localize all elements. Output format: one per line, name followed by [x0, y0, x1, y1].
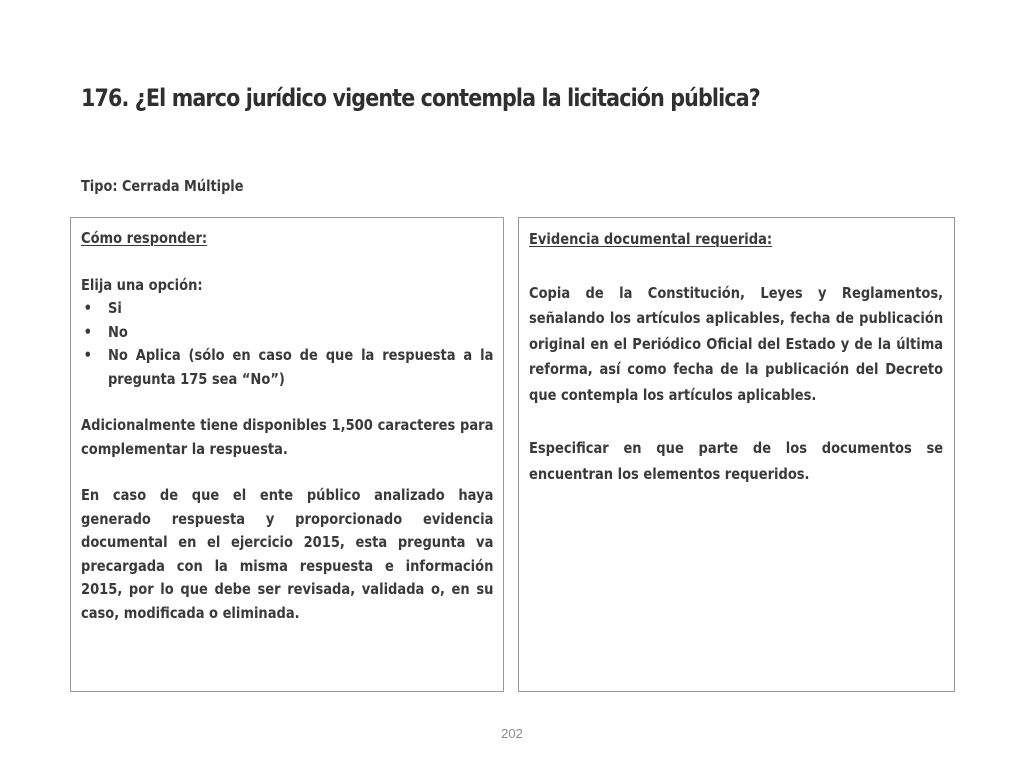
bullet-icon: •	[83, 299, 92, 317]
how-to-answer-box	[70, 217, 504, 692]
option-si	[81, 297, 493, 321]
spacer	[81, 391, 493, 414]
option-no	[81, 321, 493, 345]
how-to-answer-heading: Cómo responder:	[81, 229, 208, 247]
page-number: 202	[501, 726, 523, 741]
spacer	[81, 251, 493, 274]
spacer	[529, 408, 943, 436]
options-list	[81, 297, 493, 391]
option-label: No	[107, 322, 128, 341]
evidence-paragraph: Copia de la Constitución, Leyes y Reglamentos, señalando los artículos aplicables, fecha de publicación original en el Periódico Oficial del Estado y de la última reforma, así como fecha de la publicación del Decreto que contempla los artículos aplicables.	[529, 283, 944, 404]
required-evidence-heading: Evidencia documental requerida:	[529, 230, 773, 248]
specify-paragraph: Especificar en que parte de los documentos se encuentran los elementos requeridos.	[529, 439, 944, 483]
option-no-aplica	[81, 344, 493, 391]
question-type: Tipo: Cerrada Múltiple	[81, 177, 244, 195]
question-title: 176. ¿El marco jurídico vigente contempla la licitación pública?	[81, 84, 760, 112]
option-label: No Aplica (sólo en caso de que la respuesta a la pregunta 175 sea “No”)	[107, 346, 494, 388]
characters-paragraph: Adicionalmente tiene disponibles 1,500 caracteres para complementar la respuesta.	[81, 416, 494, 458]
how-to-answer-content	[81, 227, 493, 625]
choose-option-label: Elija una opción:	[81, 275, 203, 294]
option-label: Si	[107, 299, 122, 317]
preloaded-paragraph: En caso de que el ente público analizado haya generado respuesta y proporcionado evidencia documental en el ejercicio 2015, esta pregunta va precargada con la misma respuesta e información 2015, por lo que debe ser revisada, validada o, en su caso, modificada o eliminada.	[81, 486, 494, 622]
required-evidence-content	[529, 227, 943, 487]
required-evidence-box	[518, 217, 955, 692]
spacer	[81, 461, 493, 484]
spacer	[529, 253, 943, 281]
bullet-icon: •	[83, 322, 92, 341]
bullet-icon: •	[83, 346, 92, 364]
